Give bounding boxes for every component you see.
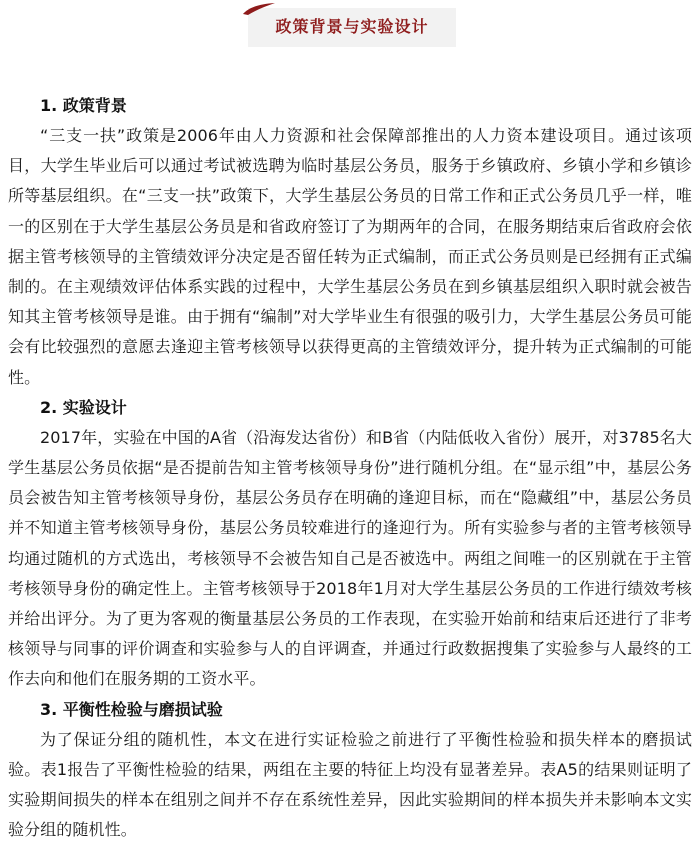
section-title-banner [248,8,456,47]
paragraph-experiment-design: 2017年，实验在中国的A省（沿海发达省份）和B省（内陆低收入省份）展开，对3785名大学生基层公务员依据“是否提前告知主管考核领导身份”进行随机分组。在“显示组”中，基层公务员会被告知主管考核领导身份，基层公务员存在明确的逢迎目标，而在“隐藏组”中，基层公务员并不知道主管考核领导身份，基层公务员较难进行的逢迎行为。所有实验参与者的主管考核领导均通过随机的方式选出，考核领导不会被告知自己是否被选中。两组之间唯一的区别就在于主管考核领导身份的确定性上。主管考核领导于2018年1月对大学生基层公务员的工作进行绩效考核并给出评分。为了更为客观的衡量基层公务员的工作表现，在实验开始前和结束后还进行了非考核领导与同事的评价调查和实验参与人的自评调查，并通过行政数据搜集了实验参与人最终的工作去向和他们在服务期的工资水平。 [8,427,692,689]
article-body [8,91,692,845]
paragraph-balance-test: 为了保证分组的随机性，本文在进行实证检验之前进行了平衡性检验和损失样本的磨损试验。表1报告了平衡性检验的结果，两组在主要的特征上均没有显著差异。表A5的结果则证明了实验期间损失的样本在组别之间并不存在系统性差异，因此实验期间的样本损失并未影响本文实验分组的随机性。 [8,729,692,840]
page-title: 政策背景与实验设计 [275,17,429,36]
section-heading-balance-test: 3. 平衡性检验与磨损试验 [40,699,223,719]
section-heading-policy-background: 1. 政策背景 [40,96,127,115]
section-heading-experiment-design: 2. 实验设计 [40,397,127,417]
paragraph-policy-background: “三支一扶”政策是2006年由人力资源和社会保障部推出的人力资本建设项目。通过该项目，大学生毕业后可以通过考试被选聘为临时基层公务员，服务于乡镇政府、乡镇小学和乡镇诊所等基层组织。在“三支一扶”政策下，大学生基层公务员的日常工作和正式公务员几乎一样，唯一的区别在于大学生基层公务员是和省政府签订了为期两年的合同，在服务期结束后省政府会依据主管考核领导的主管绩效评分决定是否留任转为正式编制，而正式公务员则是已经拥有正式编制的。在主观绩效评估体系实践的过程中，大学生基层公务员在到乡镇基层组织入职时就会被告知其主管考核领导是谁。由于拥有“编制”对大学毕业生有很强的吸引力，大学生基层公务员可能会有比较强烈的意愿去逢迎主管考核领导以获得更高的主管绩效评分，提升转为正式编制的可能性。 [8,126,692,387]
brush-stroke-icon [242,2,276,16]
